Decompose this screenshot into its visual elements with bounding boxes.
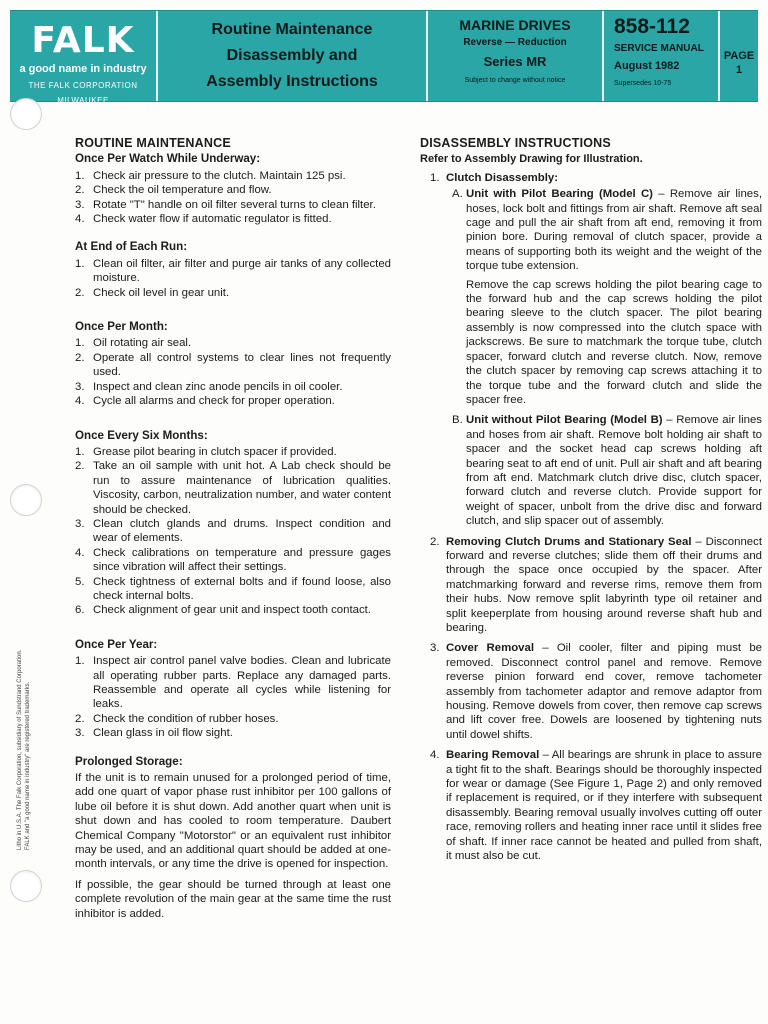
item-number: 1. [430, 171, 440, 184]
disassembly-item [420, 748, 762, 863]
disassembly-item [420, 171, 762, 529]
maintenance-list [75, 257, 391, 300]
maintenance-section [75, 638, 391, 741]
sub-item-lead: Unit without Pilot Bearing (Model B) [466, 414, 663, 427]
section-title: Once Per Month: [75, 320, 168, 334]
binder-hole [10, 484, 42, 516]
title-line: Disassembly and [226, 47, 358, 64]
page-number: 1 [735, 64, 743, 76]
maintenance-heading: ROUTINE MAINTENANCE [75, 136, 231, 150]
storage-paragraph: If the unit is to remain unused for a prolonged period of time, add one quart of vapor phase rust inhibitor per 100 gallons of lube oil before it is shut down. Add another quart when unit is shut down and has cooled to room temperature. Daubert Chemical Company "Motorstor" or an equivalent rust inhibitor may be used, and an additional quart should be added at one-month intervals, or any time the drive is opened for inspection. [75, 772, 391, 871]
logo-city: MILWAUKEE [57, 96, 109, 105]
product-subtitle: Reverse — Reduction [463, 37, 567, 48]
storage-paragraph: If possible, the gear should be turned through at least one complete revolution of the main gear at the same time the rust inhibitor is added. [75, 878, 391, 920]
binder-hole [10, 870, 42, 902]
product-block [428, 11, 604, 101]
list-item: 1. Grease pilot bearing in clutch spacer if provided. [75, 445, 337, 458]
sub-item [446, 187, 762, 407]
sub-item [446, 413, 762, 528]
item-text: – Oil cooler, filter and piping must be removed. Disconnect control panel and remove. Remove reverse pinion forward end cover, remove tachometer assembly from tachometer adaptor and remove adaptor from housing. Remove dowels from cover, then remove cap screws and lift cover free. Dowels are loosened by tightening nuts until dowel shifts. [446, 642, 762, 741]
falk-logo [10, 11, 158, 105]
section-title: Once Every Six Months: [75, 428, 208, 442]
list-item: 4. Check calibrations on temperature and pressure gages since vibration will affect their settings. [75, 546, 391, 574]
list-item: 3. Inspect and clean zinc anode pencils in oil cooler. [75, 380, 343, 393]
sub-item-text: – Remove air lines, hoses, lock bolt and fittings from air shaft. Remove aft seal cage and pull the air shaft from aft end, removing it from pinion bore. During removal of clutch spacer, provide a means of supporting both its weight and the weight of the torque tube extension. [466, 188, 762, 273]
disassembly-item [420, 641, 762, 742]
list-item: 2. Check the oil temperature and flow. [75, 184, 272, 197]
section-title: Once Per Watch While Underway: [75, 152, 261, 166]
list-item: 1. Clean oil filter, air filter and purge air tanks of any collected moisture. [75, 257, 391, 285]
list-item: 4. Check water flow if automatic regulator is fitted. [75, 213, 332, 226]
manual-type: SERVICE MANUAL [614, 43, 704, 54]
item-lead: Cover Removal [446, 642, 535, 655]
maintenance-section [75, 429, 391, 618]
sub-item-text: – Remove air lines and hoses from air shaft. Remove bolt holding air shaft to spacer and the socket head cap screws holding aft bearing seat to aft end of unit. Pull air shaft and aft bearing from aft end. Matchmark clutch drive disc, clutch spacer, forward clutch and reverse clutch. Provide support for weight of spacer, unbolt from the drive disc and forward clutch, and slip spacer out of assembly. [466, 414, 762, 528]
list-item: 2. Check oil level in gear unit. [75, 286, 230, 299]
supersedes-note: Supersedes 10-75 [614, 80, 672, 87]
disassembly-subheading: Refer to Assembly Drawing for Illustration. [420, 153, 643, 166]
change-notice: Subject to change without notice [464, 77, 566, 84]
sub-item-paragraph: Remove the cap screws holding the pilot bearing cage to the forward hub and the cap screws holding the pilot bearing sleeve to the clutch spacer. The pilot bearing assembly is now compressed into the clutch space with jackscrews. Be sure to matchmark the torque tube, clutch spacer, forward clutch and reverse clutch. Now, remove the clutch spacer by removing cap screws attaching it to the torque tube and the forward clutch and slide the spacer free. [466, 278, 762, 406]
litho-note-text [16, 590, 32, 850]
document-title [158, 11, 428, 101]
list-item: 2. Take an oil sample with unit hot. A Lab check should be run to assure maintenance of lubrication qualities. Viscosity, carbon, neutralization number, and water content should be checked. [75, 460, 391, 516]
product-series: Series MR [483, 54, 547, 69]
list-item: 1. Inspect air control panel valve bodies. Clean and lubricate all operating rubber parts. Replace any damaged parts. Reassemble and operate all cycles while listening for leaks. [75, 655, 391, 711]
sub-item-letter: A. [452, 188, 463, 201]
item-text: – Disconnect forward and reverse clutches; slide them off their drums and through the space once occupied by the spacer. After matchmarking forward and reverse rims, remove them from their hubs. Now remove split labyrinth type oil retainer and split keeperplate from housing around reverse shaft hub and bearing. [446, 535, 762, 634]
item-text: – All bearings are shrunk in place to assure a tight fit to the shaft. Bearings should be thoroughly inspected for wear or damage (See Figure 1, Page 2) and only removed if replacement is required, or if they interfere with subsequent disassembly. Bearing removal usually involves cutting off outer race, removing rollers and heating inner race until it slides free of shaft. If inner race cannot be heated and pulled from shaft, it must also be cut. [446, 749, 763, 863]
section-title: Prolonged Storage: [75, 754, 183, 768]
disassembly-column [420, 136, 762, 870]
manual-number: 858-112 [614, 15, 690, 38]
sub-item-lead: Unit with Pilot Bearing (Model C) [466, 188, 653, 201]
title-line: Routine Maintenance [211, 21, 373, 38]
disassembly-item [420, 535, 762, 636]
page-indicator [720, 11, 758, 101]
maintenance-section [75, 320, 391, 408]
litho-note [10, 590, 34, 850]
manual-code-block [604, 11, 720, 101]
manual-date: August 1982 [614, 60, 680, 72]
item-lead: Removing Clutch Drums and Stationary Seal [446, 535, 692, 548]
list-item: 1. Check air pressure to the clutch. Maintain 125 psi. [75, 169, 346, 182]
title-line: Assembly Instructions [206, 73, 378, 90]
binder-hole [10, 98, 42, 130]
logo-brand: FALK [31, 20, 135, 61]
maintenance-list [75, 654, 391, 740]
item-title: Clutch Disassembly: [446, 171, 559, 184]
list-item: 6. Check alignment of gear unit and inspect tooth contact. [75, 604, 371, 617]
list-item: 2. Operate all control systems to clear lines not frequently used. [75, 351, 391, 379]
list-item: 5. Check tightness of external bolts and if found loose, also check internal bolts. [75, 575, 391, 602]
list-item: 3. Rotate "T" handle on oil filter several turns to clean filter. [75, 198, 376, 211]
item-number: 4. [430, 749, 440, 762]
litho-line: FALK and "a good name in industry" are registered trademarks. [25, 681, 31, 850]
item-number: 2. [430, 535, 440, 548]
section-title: Once Per Year: [75, 637, 158, 651]
maintenance-list [75, 169, 391, 227]
sub-item-letter: B. [452, 414, 463, 427]
maintenance-section [75, 152, 391, 226]
list-item: 3. Clean clutch glands and drums. Inspect condition and wear of elements. [75, 517, 391, 545]
list-item: 1. Oil rotating air seal. [75, 337, 192, 350]
storage-section [75, 755, 391, 921]
maintenance-column [75, 136, 391, 935]
page-label: PAGE [723, 50, 755, 62]
section-title: At End of Each Run: [75, 240, 188, 254]
document-header [10, 10, 758, 105]
item-lead: Bearing Removal [446, 749, 540, 762]
list-item: 2. Check the condition of rubber hoses. [75, 712, 279, 725]
logo-corporation: THE FALK CORPORATION [28, 81, 138, 90]
list-item: 4. Cycle all alarms and check for proper operation. [75, 395, 335, 408]
logo-tagline: a good name in industry [19, 63, 147, 75]
maintenance-list [75, 445, 391, 618]
maintenance-list [75, 336, 391, 408]
item-number: 3. [430, 642, 440, 655]
litho-line: Litho in U.S.A. The Falk Corporation, subsidiary of Sundstrand Corporation. [17, 649, 23, 850]
list-item: 3. Clean glass in oil flow sight. [75, 727, 233, 740]
maintenance-section [75, 240, 391, 300]
disassembly-heading: DISASSEMBLY INSTRUCTIONS [420, 136, 611, 150]
product-title: MARINE DRIVES [459, 17, 571, 33]
